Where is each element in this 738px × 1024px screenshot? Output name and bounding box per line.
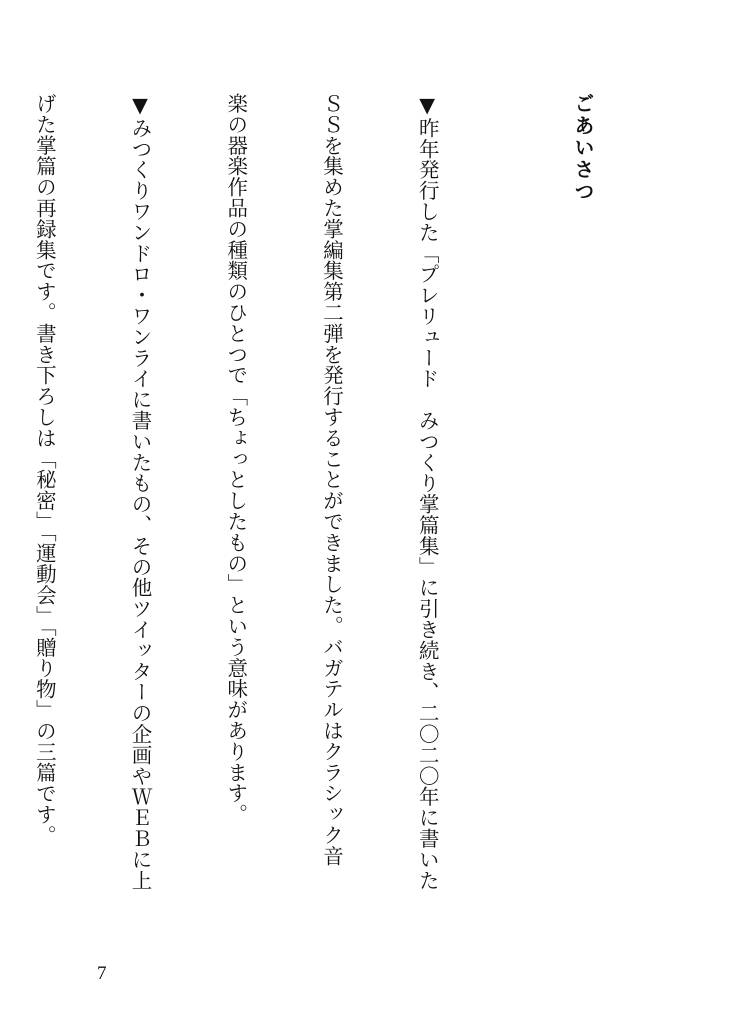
text-column-2: ＳＳを集めた掌編集第二弾を発行することができました。バガテルはクラシック音 [319,93,344,867]
text-column-3: 楽の器楽作品の種類のひとつで「ちょっとしたもの」という意味があります。 [223,93,248,825]
text-column-5: げた掌篇の再録集です。書き下ろしは「秘密」「運動会」「贈り物」の三篇です。 [32,93,57,846]
text-column-4: ▼みつくりワンドロ・ワンライに書いたもの、その他ツイッターの企画やＷＥＢに上 [128,93,153,891]
page-number: 7 [97,963,107,984]
text-column-1: ▼昨年発行した「プレリュード みつくり掌篇集」に引き続き、二〇二〇年に書いた [415,93,440,891]
page-heading: ごあいさつ [571,93,595,203]
body-text [0,93,506,953]
